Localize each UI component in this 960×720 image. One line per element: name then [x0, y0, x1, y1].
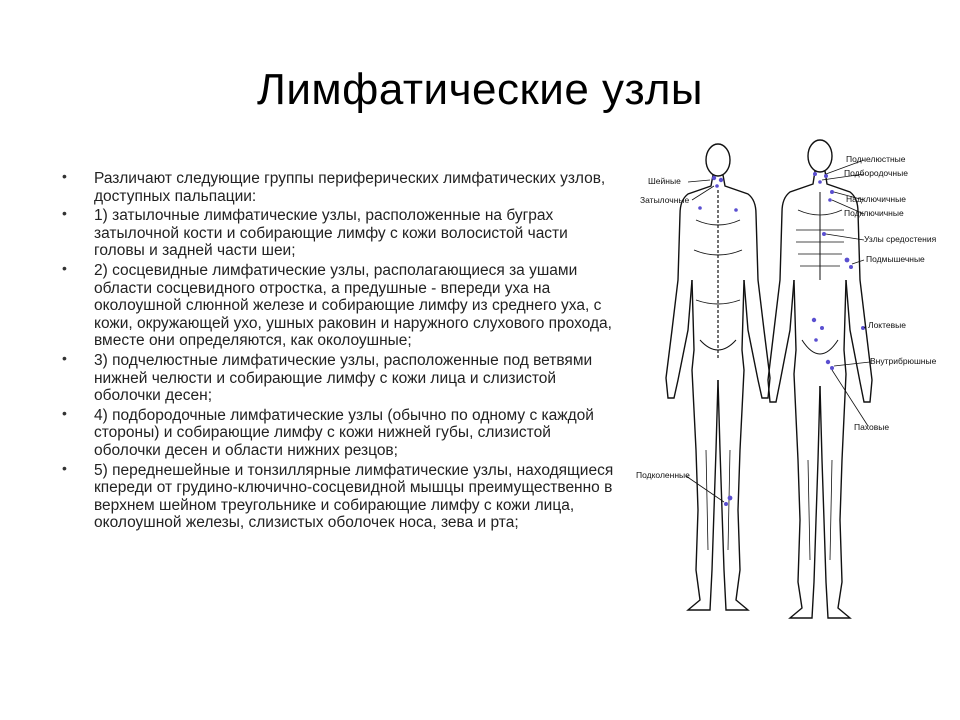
- label-occipital: Затылочные: [640, 195, 690, 205]
- bullet-text: 1) затылочные лимфатические узлы, расположенные на буграх затылочной кости и собирающие лимфу с кожи волосистой части головы и задней части шеи;: [94, 207, 568, 260]
- lymph-node-dot: [824, 174, 828, 178]
- label-cervical: Шейные: [648, 176, 681, 186]
- label-popliteal: Подколенные: [636, 470, 690, 480]
- label-cubital: Локтевые: [868, 320, 906, 330]
- bullet-marker: •: [62, 459, 67, 476]
- lymph-node-dot: [715, 184, 719, 188]
- lymph-node-dot: [734, 208, 738, 212]
- lymph-node-svg: [618, 130, 942, 638]
- lymph-node-dot: [818, 180, 822, 184]
- lymph-node-dot: [712, 176, 716, 180]
- lymph-node-dot: [812, 318, 816, 322]
- lymph-node-dot: [698, 206, 702, 210]
- lymph-node-dot: [849, 265, 853, 269]
- slide-title: Лимфатические узлы: [256, 65, 704, 114]
- bullet-marker: •: [62, 404, 67, 421]
- lymph-node-dot: [830, 366, 834, 370]
- label-axillary: Подмышечные: [866, 254, 925, 264]
- lymph-node-dot: [845, 258, 850, 263]
- label-intraabdominal: Внутрибрюшные: [870, 356, 937, 366]
- bullet-item: [62, 207, 618, 260]
- lymph-node-dot: [830, 190, 834, 194]
- bullet-text: Различают следующие группы периферических лимфатических узлов, доступных пальпации:: [94, 170, 606, 205]
- label-submandibular: Подчелюстные: [846, 154, 906, 164]
- bullet-item: [62, 459, 618, 532]
- bullet-text: 2) сосцевидные лимфатические узлы, располагающиеся за ушами области сосцевидного отростка, а предушные - впереди уха на околоушной слюнной железе и собирающие лимфу из среднего уха, с кожи, окружающей ухо, ушных раковин и наружного слухового прохода, вместе они определяются, как околоушные;: [94, 261, 612, 350]
- bullet-marker: •: [62, 168, 67, 184]
- label-mediastinal: Узлы средостения: [864, 234, 937, 244]
- lymph-node-dot: [822, 232, 826, 236]
- bullet-text: 5) переднешейные и тонзиллярные лимфатические узлы, находящиеся кпереди от грудино-ключично-сосцевидной мышцы преимущественно в верхнем шейном треугольнике и собирающие лимфу с кожи лица, околоушной железы, слизистых оболочек носа, зева и рта;: [94, 461, 614, 532]
- body-back-figure: [666, 144, 770, 610]
- bullet-text: 3) подчелюстные лимфатические узлы, расположенные под ветвями нижней челюсти и собирающие лимфу с кожи лица и слизистой оболочки десен;: [94, 351, 593, 405]
- lymph-node-dot: [813, 172, 817, 176]
- bullet-item: [62, 349, 618, 405]
- lymph-node-diagram: [618, 130, 942, 638]
- lymph-node-dot: [826, 360, 830, 364]
- bullet-text: 4) подбородочные лимфатические узлы (обычно по одному с каждой стороны) и собирающие лимфу с кожи нижней губы, слизистой оболочки десен и области нижних резцов;: [94, 406, 594, 459]
- bullet-item: [62, 259, 618, 350]
- lymph-node-dot: [724, 502, 728, 506]
- bullet-item: [62, 170, 618, 205]
- label-submental: Подбородочные: [844, 168, 908, 178]
- bullet-list: [62, 170, 618, 534]
- label-inguinal: Паховые: [854, 422, 890, 432]
- diagram-labels: [636, 154, 937, 480]
- bullet-marker: •: [62, 259, 67, 276]
- lymph-node-dot: [820, 326, 824, 330]
- lymph-node-dot: [719, 178, 723, 182]
- lymph-node-dot: [828, 198, 832, 202]
- label-subclavian: Подключичные: [844, 208, 904, 218]
- bullet-marker: •: [62, 205, 67, 222]
- label-supraclavicular: Надключичные: [846, 194, 906, 204]
- lymph-node-dot: [814, 338, 818, 342]
- bullet-marker: •: [62, 349, 67, 366]
- lymph-node-dot: [728, 496, 733, 501]
- bullet-item: [62, 404, 618, 460]
